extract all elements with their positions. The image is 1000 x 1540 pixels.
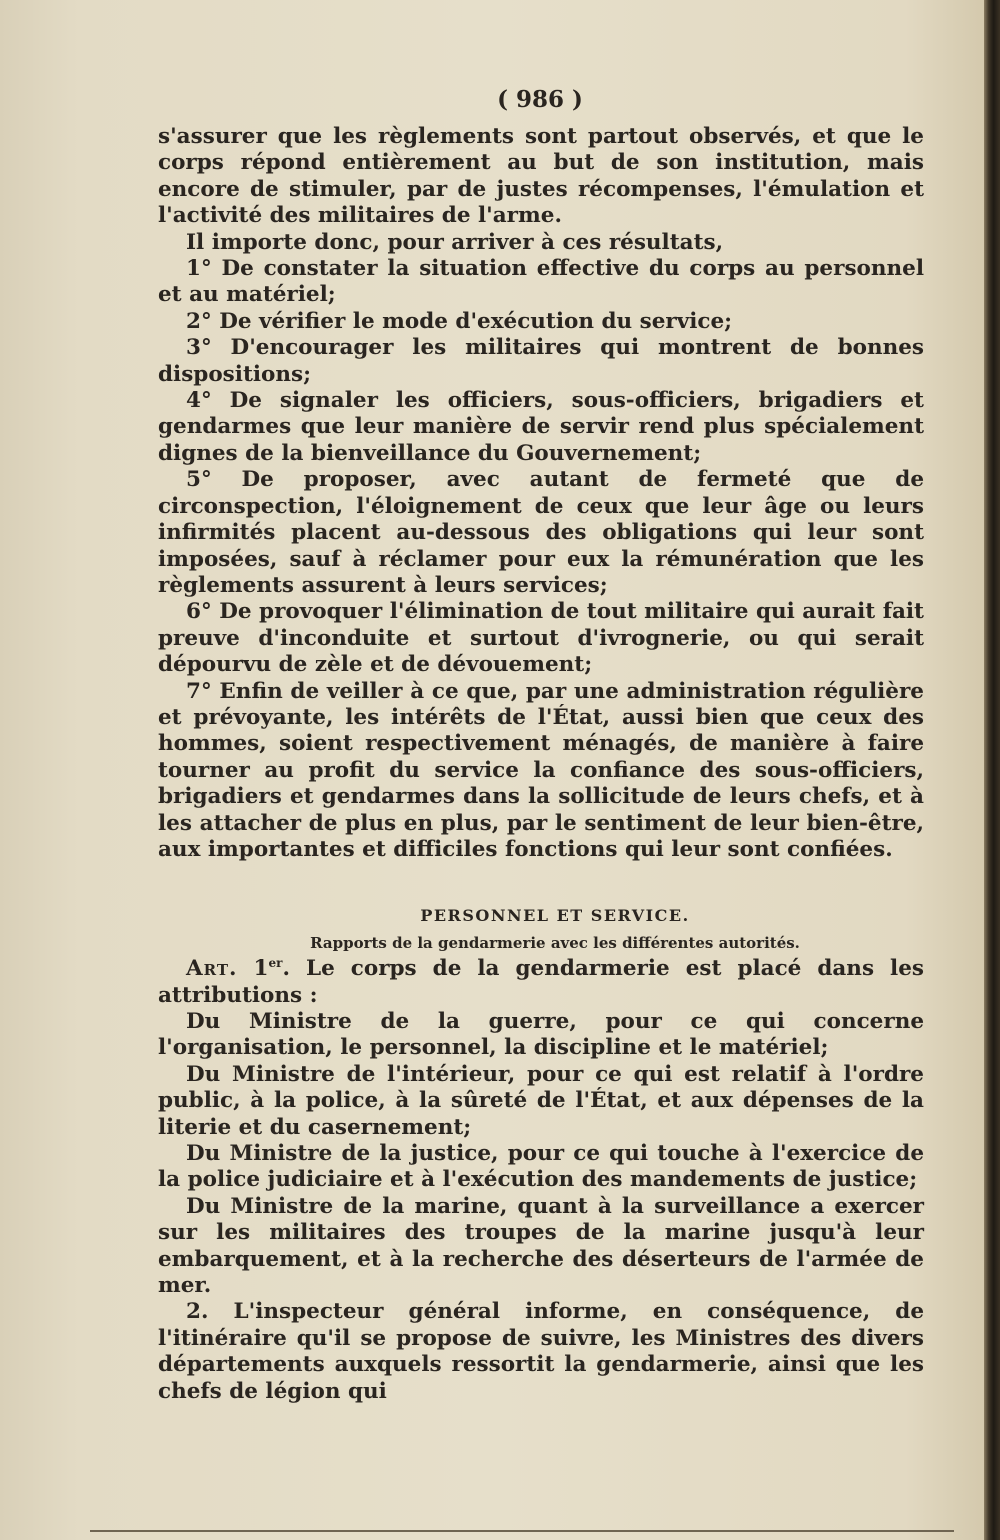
article-text: . Le corps de la gendarmerie est placé dans les attributions :: [158, 956, 924, 1008]
page-number: ( 986 ): [497, 86, 583, 113]
paragraph: Du Ministre de la marine, quant à la surveillance a exercer sur les militaires des troupes de la marine jusqu'à leur embarquement, et à la recherche des déserteurs de l'armée de mer.: [158, 1193, 924, 1299]
section-heading: PERSONNEL ET SERVICE.: [420, 906, 690, 926]
paragraph: Il importe donc, pour arriver à ces résultats,: [186, 229, 724, 255]
list-item: 7° Enfin de veiller à ce que, par une administration régulière et prévoyante, les intérêts de l'État, aussi bien que ceux des hommes, soient respectivement ménagés, de manière à faire tourner au profit du service la confiance des sous-officiers, brigadiers et gendarmes dans la sollicitude de leurs chefs, et à les attacher de plus en plus, par le sentiment de leur bien-être, aux importantes et difficiles fonctions qui leur sont confiées.: [158, 678, 924, 862]
list-item: 1° De constater la situation effective du corps au personnel et au matériel;: [158, 256, 924, 308]
paragraph: Du Ministre de la justice, pour ce qui touche à l'exercice de la police judiciaire et à l'exécution des mandements de justice;: [158, 1141, 924, 1193]
page-bottom-rule: [90, 1530, 954, 1532]
book-edge: [984, 0, 1000, 1540]
article-number-sup: er: [268, 956, 283, 971]
article-label: Art.: [186, 956, 238, 982]
article-2: 2. L'inspecteur général informe, en conséquence, de l'itinéraire qu'il se propose de suivre, les Ministres des divers départements auxquels ressortit la gendarmerie, ainsi que les chefs de légion qui: [158, 1299, 924, 1404]
paragraph: Du Ministre de l'intérieur, pour ce qui est relatif à l'ordre public, à la police, à la sûreté de l'État, et aux dépenses de la literie et du casernement;: [158, 1061, 924, 1140]
paragraph: Du Ministre de la guerre, pour ce qui concerne l'organisation, le personnel, la discipline et le matériel;: [158, 1009, 924, 1061]
list-item: 4° De signaler les officiers, sous-officiers, brigadiers et gendarmes que leur manière de servir rend plus spécialement dignes de la bienveillance du Gouvernement;: [158, 388, 924, 466]
page-text: [158, 124, 924, 1405]
section-subheading: Rapports de la gendarmerie avec les différentes autorités.: [310, 933, 800, 952]
list-item: 2° De vérifier le mode d'exécution du service;: [186, 308, 733, 334]
list-item: 6° De provoquer l'élimination de tout militaire qui aurait fait preuve d'inconduite et surtout d'ivrognerie, ou qui serait dépourvu de zèle et de dévouement;: [158, 599, 924, 678]
list-item: 5° De proposer, avec autant de fermeté que de circonspection, l'éloignement de ceux que leur âge ou leurs infirmités placent au-dessous des obligations qui leur sont imposées, sauf à réclamer pour eux la rémunération que les règlements assurent à leurs services;: [158, 467, 924, 598]
article-number: 1: [253, 956, 269, 982]
article-1: [158, 956, 924, 1009]
paragraph: s'assurer que les règlements sont partout observés, et que le corps répond entièrement au but de son institution, mais encore de stimuler, par de justes récompenses, l'émulation et l'activité des militaires de l'arme.: [158, 124, 924, 229]
list-item: 3° D'encourager les militaires qui montrent de bonnes dispositions;: [158, 335, 924, 387]
